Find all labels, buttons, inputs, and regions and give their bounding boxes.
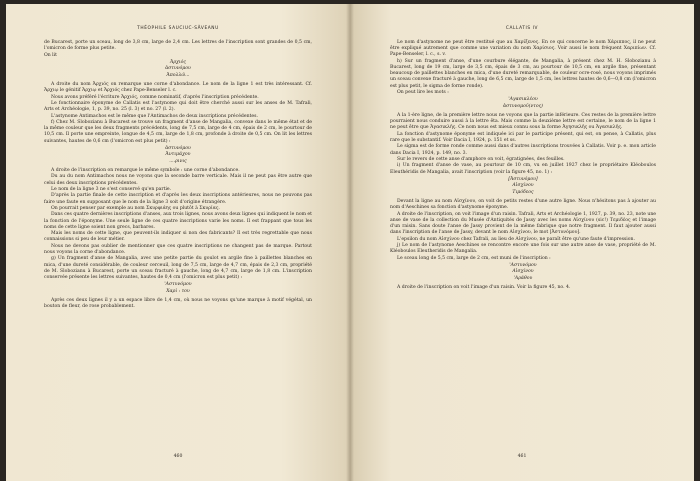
left-page [6, 4, 350, 481]
paragraph: Le sigma est de forme ronde comme aussi dans d'autres inscriptions trouvées à Callatis. Voir p. e. mon article dans Dacia I, 1924, p. 149, no. 3. [390, 144, 656, 156]
paragraph: g) Un fragment d'anse de Mangalia, avec une petite partie du goulot en argile fine à paillettes blanches en mica, d'une dureté considérable, de couleur cerceuil, long de 7,5 cm, large de 4,7 cm, épais de 2,3 cm, propriété de M. Slobozianu à Bucarest, porte un sceau fracturé à gauche, long de 4,7 cm, large de 1,8 cm. L'inscription conservée présente les lettres suivantes, hautes de 0,4 cm (l'omicron est plus petit) : [44, 256, 312, 280]
paragraph: On peut lire les mots : [397, 90, 449, 95]
greek-inscription [44, 146, 312, 165]
greek-inscription [44, 282, 312, 295]
inscription-line: 'Αγασικλέου [508, 97, 538, 103]
inscription-line: ....ρινις [169, 158, 187, 164]
page-body [390, 40, 656, 291]
book-spread [6, 4, 694, 481]
paragraph: A la 1-ère ligne, de la première lettre nous ne voyons que la partie inférieure. Ces restes de la première lettre pourraient nous conduire aussi à la lettre êta. Mais comme la deuxième lettre est certaine, le nom de la ligne 1 ne peut être que Ἀγασικλῆς. Ce nom nous est mieux connu sous la forme Ἀγησικλῆς ou Ἀγασικλῆς. [390, 113, 656, 131]
paragraph: Après ces deux lignes il y a un espace libre de 1,4 cm, où nous ne voyons qu'une marque à motif végétal, un bouton de fleur, de rose probablement. [44, 297, 312, 310]
paragraph: A droite de l'inscription on remarque le même symbole : une corne d'abondance. [51, 168, 240, 174]
inscription-line: Ἀρχιός [170, 59, 186, 65]
paragraph: Le fonctionnaire éponyme de Callatis est l'astynome qui doit être cherché aussi sur les anses de M. Tafrali, Arts et Archéologie, 1, p. 39, no. 25 (l. 3) et no. 27 (l. 2). [44, 101, 312, 113]
paragraph: Le nom de la ligne 3 ne s'est conservé qu'en partie. [51, 187, 172, 192]
paragraph: A droite du nom Ἀρχιός on remarque une corne d'abondance. Le nom de la ligne 1 est très intéressant. Cf. Ἀρχιῳ le génitif Ἀρχιῳ et Ἀρχιός chez Pape-Benseler l. c. [44, 82, 312, 94]
paragraph: La fonction d'astynome éponyme est indiquée ici par le participe présent, qui est, on pense, à Callatis, plus rare que le substantif. Voir Dacia I, 1924, p. 151 et ss. [390, 131, 656, 144]
inscription-line: Ἀντιμάχου [165, 152, 191, 158]
page-number: 460 [173, 454, 183, 459]
inscription-line: [Ἀστυνόμου] [508, 176, 538, 182]
inscription-line: ἀστυνομοῦ(ντος) [503, 103, 543, 109]
inscription-line: 'Αστυνόμου [164, 282, 192, 288]
page-body [44, 40, 312, 311]
inscription-line: Αἰσχίνου [512, 183, 534, 189]
paragraph: D'après la partie finale de cette inscription et d'après les deux inscriptions antérieures, nous ne pouvons pas faire une faute en supposant que le nom de la ligne 3 soit d'origine étrangère. [44, 193, 312, 205]
paragraph: Nous avons préféré l'écriture Ἀρχιός, comme nominatif, d'après l'inscription précédente. [51, 94, 259, 100]
page-number: 461 [517, 454, 527, 459]
running-header: CALLATIS IV [505, 26, 539, 31]
inscription-line: 'Αστυνόμου [509, 262, 537, 268]
inscription-line: Αἰσχίνου [512, 269, 534, 275]
inscription-line: Τιμόδεος [512, 189, 534, 195]
paragraph: L'epsilon du nom Αἰσχίνου chez Tafrali, au lieu de Αἰσχίνου, ne paraît être qu'une faute d'impression. [397, 236, 635, 242]
running-header: THÉOPHILE SAUCIUC-SĂVEANU [137, 26, 219, 31]
paragraph: Nous ne devons pas oublier de mentionner que ces quatre inscriptions ne changent pas de marque. Partout nous voyons la corne d'abondance. [44, 243, 312, 255]
paragraph: Le sceau long de 5,5 cm, large de 2 cm, est muni de l'inscription : [397, 255, 551, 261]
paragraph: Dans ces quatre dernières inscriptions d'anses, aux trois lignes, nous avons deux lignes qui indiquent le nom et la fonction de l'éponyme. Une seule ligne de ces quatre inscriptions varie les noms. Il est frappant que tous les noms de cette ligne soient non grecs, barbares. [44, 212, 312, 230]
paragraph: i) Un fragment d'anse de vase, au pourtour de 10 cm, vu en juillet 1927 chez le propriétaire Kléoboulos Eleuthéridis de Mangalia, avait l'inscription (voir la figure 45, no. 1) : [390, 163, 656, 175]
paragraph: L'astynome Antimachos est le même que l'Antimachos de deux inscriptions précédentes. [51, 113, 258, 119]
paragraph: On lit [44, 52, 57, 58]
paragraph: Sur le revers de cette anse d'amphore on voit, égratignées, des feuilles. [397, 157, 565, 162]
book-gutter [346, 4, 354, 481]
greek-inscription [390, 177, 656, 196]
paragraph: On pourrait penser par exemple au nom Σκυρφιάης ou plutôt à Σκυρίας. [51, 205, 220, 211]
paragraph: f) Chez M. Slobozianu à Bucarest se trouve un fragment d'anse de Mangalia, convexe dans le même état et de la même couleur que les deux fragments précédents, long de 7,5 cm, large de 4 cm, épais de 2 cm, le pourtour de 10,5 cm. Il porte une empreinte, longue de 4,5 cm, large de 1,8 cm, profonde à droite de 0,5 cm. On lit les lettres suivantes, hautes de 0,6 cm (l'omicron est plus petit) : [44, 119, 312, 144]
paragraph: Devant la ligne au nom Αἰσχίνου, on voit de petits restes d'une autre ligne. Nous n'hésitons pas à ajouter au nom d'Aeschines sa fonction d'astynome éponyme. [390, 199, 656, 211]
greek-inscription [390, 263, 656, 282]
right-page [350, 4, 694, 481]
paragraph: h) Sur un fragment d'anse, d'une courbure élégante, de Mangalia, à présent chez M. H. Slobozianu à Bucarest, long de 19 cm, large de 3,5 cm, épais de 3 cm, au pourtour de 10,5 cm, en argile fine, présentant beaucoup de paillettes blanches en mica, d'une dureté remarquable, de couleur ocre-rosé, nous voyons imprimés un sceau convexe fracturé à gauche, long de 6,5 cm, large de 1,5 cm, les lettres hautes de 0,6—0,8 cm (l'omicron est plus petit, le sigma de forme ronde). [390, 58, 656, 89]
inscription-line: ἀστυνόμου [165, 145, 191, 151]
paragraph: A droite de l'inscription, on voit l'image d'un raisin. Tafrali, Arts et Archéologie 1, 1927, p. 39, no. 23, note une anse de vase de la collection du Musée d'Antiquités de Jassy avec les noms Αἰσχίνου (sic!) Τεμιδέος et l'image d'un raisin. Sans doute l'anse de Jassy provient de la même fabrique que notre fragment. Il faut ajouter aussi dans l'inscription de l'anse de Jassy, devant le nom Αἰσχίνου, le mot [Ἀστυνόμου]. [390, 211, 656, 236]
paragraph: de Bucarest, porte un sceau, long de 3,8 cm, large de 2,4 cm. Les lettres de l'inscription sont grandes de 0,5 cm, l'omicron de forme plus petite. [44, 40, 312, 52]
paragraph: j) Le nom de l'astynome Aeschines se rencontre encore une fois sur une autre anse de vase, propriété de M. Kléoboulos Eleutheridis de Mangalia. [390, 243, 656, 255]
inscription-line: Χαρὶ : του [166, 288, 190, 294]
greek-inscription [390, 97, 656, 110]
paragraph: Du au du nom Antimachos nous ne voyons que la seconde barre verticale. Mais il ne peut pas être autre que celui des deux inscriptions précédentes. [44, 174, 312, 186]
inscription-line: 'Αράθου [513, 275, 533, 281]
paragraph: A droite de l'inscription on voit l'image d'un raisin. Voir la figure 45, no. 4. [397, 285, 571, 291]
greek-inscription [44, 60, 312, 79]
paragraph: Le nom d'astynome ne peut être restitué que au Χαρίξενος. En ce qui concerne le nom Χάριππος, il ne peut être expliqué autrement que comme une variation du nom Χαρίσιος. Voir aussi le nom fréquent Χαριπίων. Cf. Pape-Benseler, l. c., s. v. [390, 40, 656, 58]
inscription-line: Ἀπολλῶ... [166, 72, 190, 78]
inscription-line: ἀστυνόμου [165, 66, 191, 72]
paragraph: Mais les noms de cette ligne, que peuvent-ils indiquer si non des fabricants? Il est très regrettable que nous connaissions si peu de leur métier. [44, 231, 312, 243]
